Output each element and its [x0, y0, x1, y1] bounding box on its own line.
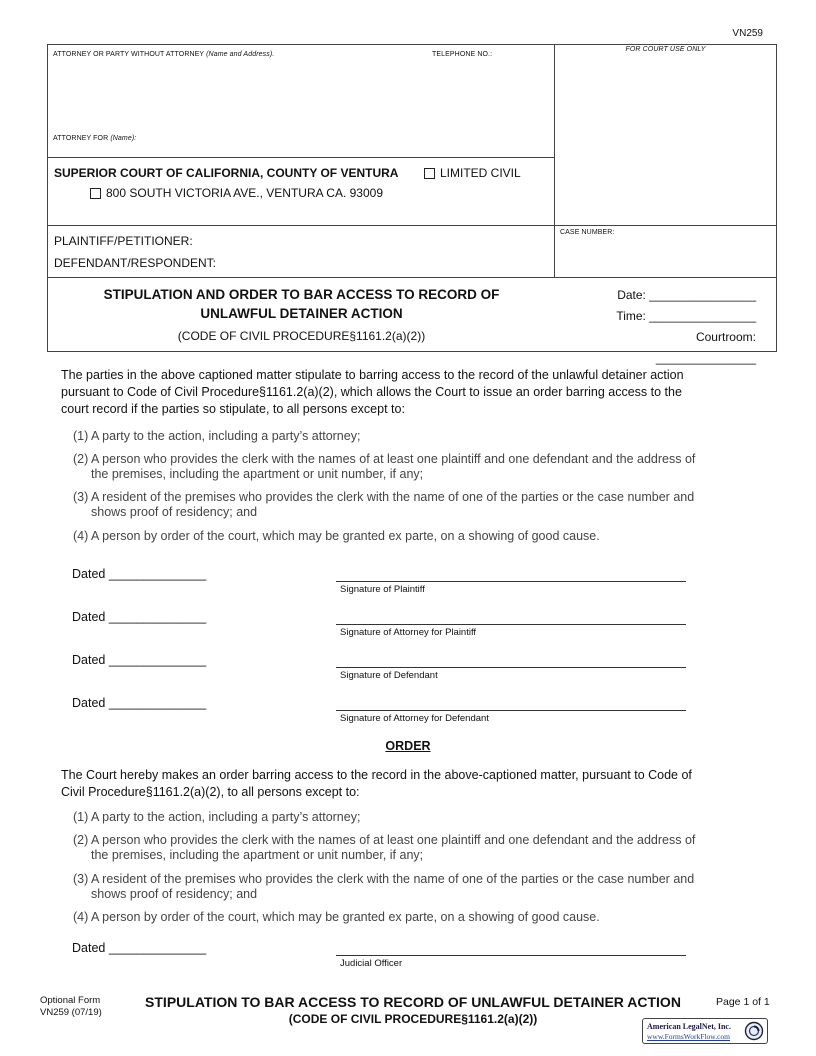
case-number-label: CASE NUMBER: — [560, 229, 615, 236]
hearing-courtroom[interactable]: Courtroom: _______________ — [655, 330, 756, 365]
signature-caption: Signature of Attorney for Plaintiff — [340, 627, 477, 638]
legalnet-logo — [642, 1018, 768, 1044]
logo-name: American LegalNet, Inc. — [647, 1022, 731, 1031]
dated-field[interactable]: Dated ______________ — [72, 653, 207, 667]
form-subtitle: (CODE OF CIVIL PROCEDURE§1161.2(a)(2)) — [177, 329, 426, 343]
signature-caption: Signature of Defendant — [340, 670, 438, 681]
order-item-2: (2) A person who provides the clerk with the names of at least one plaintiff and one defendant and the address of the premises, including the apartment or unit number, if any; — [73, 833, 696, 862]
hearing-date[interactable]: Date: ________________ — [617, 288, 756, 302]
stipulation-item-1: (1) A party to the action, including a party’s attorney; — [73, 429, 361, 443]
dated-field[interactable]: Dated ______________ — [72, 567, 207, 581]
stipulation-intro: The parties in the above captioned matter stipulate to barring access to the record of the unlawful detainer action pursuant to Code of Civil Procedure§1161.2(a)(2), which allows the Court to issue an order barring access to the court record if the parties so stipulate, to all persons except to: — [61, 368, 684, 416]
footer-form-info: Optional Form VN259 (07/19) — [40, 995, 102, 1018]
dated-field[interactable]: Dated ______________ — [72, 610, 207, 624]
order-heading: ORDER — [385, 739, 431, 753]
limited-civil-option[interactable] — [424, 166, 521, 180]
divider — [48, 225, 776, 226]
case-number-field[interactable] — [560, 240, 772, 272]
footer-title: STIPULATION TO BAR ACCESS TO RECORD OF UNLAWFUL DETAINER ACTION — [145, 994, 681, 1010]
stipulation-item-2: (2) A person who provides the clerk with the names of at least one plaintiff and one defendant and the address of the premises, including the apartment or unit number, if any; — [73, 452, 696, 481]
court-use-area — [558, 59, 772, 219]
divider — [48, 277, 776, 278]
signature-line[interactable] — [336, 710, 686, 711]
form-code: VN259 — [732, 28, 763, 39]
order-intro: The Court hereby makes an order barring access to the record in the above-captioned matter, pursuant to Code of Civil Procedure§1161.2(a)(2), to all persons except to: — [61, 768, 692, 799]
order-item-1: (1) A party to the action, including a party’s attorney; — [73, 810, 361, 824]
order-item-4: (4) A person by order of the court, which may be granted ex parte, on a showing of good cause. — [73, 910, 600, 924]
hearing-time[interactable]: Time: ________________ — [616, 309, 756, 323]
attorney-for-label: ATTORNEY FOR (Name): — [53, 135, 137, 142]
limited-civil-checkbox[interactable] — [424, 168, 435, 179]
judicial-officer-caption: Judicial Officer — [340, 958, 403, 969]
dated-field[interactable]: Dated ______________ — [72, 696, 207, 710]
signature-line[interactable] — [336, 955, 686, 956]
telephone-label: TELEPHONE NO.: — [432, 51, 493, 58]
signature-caption: Signature of Plaintiff — [340, 584, 425, 595]
hearing-info — [594, 285, 756, 369]
court-use-label: FOR COURT USE ONLY — [625, 46, 706, 53]
attorney-name-field[interactable] — [53, 65, 548, 133]
page-number: Page 1 of 1 — [716, 996, 770, 1008]
logo-url: www.FormsWorkFlow.com — [647, 1032, 731, 1041]
caption-box — [47, 44, 777, 365]
court-address-checkbox[interactable] — [90, 188, 101, 199]
logo-globe-icon — [744, 1021, 764, 1041]
signature-line[interactable] — [336, 624, 686, 625]
limited-civil-label: LIMITED CIVIL — [440, 166, 521, 180]
stipulation-item-3: (3) A resident of the premises who provides the clerk with the name of one of the parties or the case number and shows proof of residency; and — [73, 490, 695, 519]
court-name: SUPERIOR COURT OF CALIFORNIA, COUNTY OF VENTURA — [54, 166, 399, 180]
attorney-label: ATTORNEY OR PARTY WITHOUT ATTORNEY (Name and Address). — [53, 51, 275, 58]
divider — [554, 45, 555, 278]
form-title: STIPULATION AND ORDER TO BAR ACCESS TO RECORD OF UNLAWFUL DETAINER ACTION — [103, 287, 500, 321]
stipulation-item-4: (4) A person by order of the court, which may be granted ex parte, on a showing of good cause. — [73, 529, 600, 543]
defendant-label: DEFENDANT/RESPONDENT: — [54, 256, 217, 270]
court-address-option[interactable] — [90, 186, 383, 200]
plaintiff-label: PLAINTIFF/PETITIONER: — [54, 234, 193, 248]
order-item-3: (3) A resident of the premises who provides the clerk with the name of one of the parties or the case number and shows proof of residency; and — [73, 872, 695, 901]
court-address: 800 SOUTH VICTORIA AVE., VENTURA CA. 93009 — [106, 186, 383, 200]
signature-line[interactable] — [336, 581, 686, 582]
signature-line[interactable] — [336, 667, 686, 668]
divider — [48, 157, 555, 158]
signature-caption: Signature of Attorney for Defendant — [340, 713, 489, 724]
footer-subtitle: (CODE OF CIVIL PROCEDURE§1161.2(a)(2)) — [288, 1012, 538, 1026]
dated-field[interactable]: Dated ______________ — [72, 941, 207, 955]
